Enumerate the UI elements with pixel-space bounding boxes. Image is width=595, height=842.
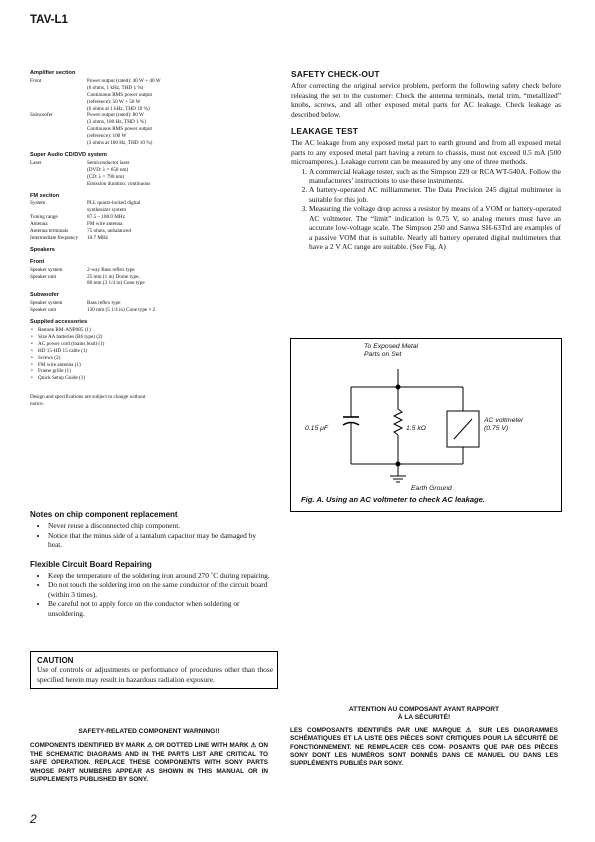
earth-ground-label: Earth Ground xyxy=(411,485,452,492)
spec-row xyxy=(30,200,260,214)
spec-values xyxy=(87,200,260,214)
resistor-value: 1.5 kΩ xyxy=(406,425,426,432)
front-rows xyxy=(30,267,260,288)
leakage-text: The AC leakage from any exposed metal part to earth ground and from all exposed metal parts to any exposed metal part having a return to chassis, must not exceed 0.5 mA (500 microamperes.). Leakage current can be measured by any one of three methods. xyxy=(291,138,561,167)
fm-section-title: FM section xyxy=(30,192,60,199)
caution-text: Use of controls or adjustments or performance of procedures other than those specified herein may result in hazardous radiation exposure. xyxy=(37,665,273,684)
spec-value-line: PLL quartz-locked digital xyxy=(87,200,141,207)
list-item: • AC power cord (mains lead) (1) xyxy=(38,341,260,348)
fm-rows xyxy=(30,200,260,241)
spec-value-line: Bass reflex type xyxy=(87,300,121,307)
spec-row xyxy=(30,235,260,242)
spec-value-line: Power output (rated): 40 W + 40 W xyxy=(87,77,161,84)
list-item: • Remote RM-ANP085 (1) xyxy=(38,327,260,334)
sacd-section-title: Super Audio CD/DVD system xyxy=(30,151,107,158)
subwoofer-rows xyxy=(30,300,260,314)
front-title: Front xyxy=(30,258,45,265)
list-item: 2. A battery-operated AC milliammeter. The Data Precision 245 digital multimeter is suitable for this job. xyxy=(309,185,561,204)
spec-value-line: 130 mm (5 1/4 in) Cone type × 2 xyxy=(87,307,156,314)
safety-text: After correcting the original service problem, perform the following safety check before releasing the set to the customer: Check the antenna terminals, metal trim, “metallized” knobs, screws, and all other exposed metal parts for AC leakage. Check leakage as described below. xyxy=(291,81,561,119)
warning-french xyxy=(290,706,558,769)
spec-value-line: 10.7 MHz xyxy=(87,234,109,241)
spec-row xyxy=(30,274,260,288)
spec-label: Laser xyxy=(30,159,42,166)
leakage-methods xyxy=(291,167,561,252)
warning-fr-title-1: ATTENTION AU COMPOSANT AYANT RAPPORT xyxy=(348,706,500,713)
spec-value-line: Power output (rated): 80 W xyxy=(87,112,144,119)
spec-values xyxy=(87,214,260,221)
spec-row xyxy=(30,267,260,274)
list-item: 3. Measuring the voltage drop across a resistor by means of a VOM or battery-operated AC voltmeter. The “limit” indication is 0.75 V, so analog meters must have an accurate low-voltage scale. The Simpson 250 and Sanwa SH-63Trd are examples of a passive VOM that is suitable. Nearly all battery operated digital multimeters that have a 2 V AC range are suitable. (See Fig. A) xyxy=(309,204,561,251)
list-item: • Notice that the minus side of a tantalum capacitor may be damaged by heat. xyxy=(48,531,270,550)
warning-en-text: COMPONENTS IDENTIFIED BY MARK ⚠ OR DOTTED LINE WITH MARK ⚠ ON THE SCHEMATIC DIAGRAMS AND IN THE PARTS LIST ARE CRITICAL TO SAFE OPERATION. REPLACE THESE COMPONENTS WITH SONY PARTS WHOSE PART NUMBERS APPEAR AS SHOWN IN THIS MANUAL OR IN SUPPLEMENTS PUBLISHED BY SONY. xyxy=(30,742,268,784)
speakers-title: Speakers xyxy=(30,246,55,253)
accessories-title: Supplied accessories xyxy=(30,319,88,326)
spec-values xyxy=(87,307,260,314)
warning-fr-text: LES COMPOSANTS IDENTIFIÉS PAR UNE MARQUE ⚠ SUR LES DIAGRAMMES SCHÉMATIQUES ET LA LISTE DES PIÈCES SONT CRITIQUES POUR LA SÉCURITÉ DE FONCTIONNEMENT. NE REMPLACER CES COM- POSANTS QUE PAR DES PIÈCES SONY DONT LES NUMÉROS SONT DONNÉS DANS CE MANUEL OU DANS LES SUPPLÉMENTS PUBLIÉS PAR SONY. xyxy=(290,726,558,768)
spec-value-line: Continuous RMS power output xyxy=(87,91,152,98)
spec-row xyxy=(30,221,260,228)
spec-label: Speaker system xyxy=(30,266,63,273)
spec-value-line: (3 ohms at 100 Hz, THD 10 %) xyxy=(87,140,153,147)
spec-row xyxy=(30,214,260,221)
sacd-rows xyxy=(30,160,260,188)
spec-values xyxy=(87,112,260,147)
list-item: • Quick Setup Guide (1) xyxy=(38,375,260,382)
safety-title: SAFETY CHECK-OUT xyxy=(291,69,380,79)
spec-label: Speaker unit xyxy=(30,273,57,280)
resistor-zigzag xyxy=(394,409,402,435)
list-item: • Size AA batteries (R6 type) (2) xyxy=(38,334,260,341)
spec-label: Antenna terminals xyxy=(30,228,69,235)
spec-value-line: 75 ohms, unbalanced xyxy=(87,228,131,235)
accessories-list xyxy=(30,327,260,382)
spec-values xyxy=(87,221,260,228)
flex-title: Flexible Circuit Board Repairing xyxy=(30,559,152,569)
spec-row xyxy=(30,228,260,235)
capacitor-value: 0.15 μF xyxy=(305,425,328,432)
spec-label: Front xyxy=(30,77,42,84)
list-item: • HD 15-HD 15 cable (1) xyxy=(38,348,260,355)
spec-label: System xyxy=(30,200,46,207)
spec-value-line: synthesizer system xyxy=(87,207,127,214)
voltmeter-needle xyxy=(454,419,472,439)
warning-fr-title-2: À LA SÉCURITÉ! xyxy=(397,714,451,722)
spec-value-line: 2-way Bass reflex type xyxy=(87,266,135,273)
spec-row xyxy=(30,78,260,113)
list-item: • Never reuse a disconnected chip component. xyxy=(48,521,270,530)
specifications xyxy=(30,70,260,408)
page-number: 2 xyxy=(30,812,37,826)
list-item: • Screws (2) xyxy=(38,355,260,362)
warning-english xyxy=(30,728,268,784)
spec-row xyxy=(30,112,260,147)
list-item: • Keep the temperature of the soldering iron around 270 ˚C during repairing. xyxy=(48,571,270,580)
spec-value-line: (reference): 100 W xyxy=(87,133,127,140)
list-item: • Be careful not to apply force on the conductor when soldering or unsoldering. xyxy=(48,599,270,618)
spec-value-line: (CD: λ = 790 nm) xyxy=(87,173,125,180)
model-name: TAV-L1 xyxy=(30,14,68,26)
safety-checkout xyxy=(291,70,561,251)
spec-values xyxy=(87,235,260,242)
chip-list xyxy=(30,521,270,549)
amp-section-title: Amplifier section xyxy=(30,70,76,76)
spec-value-line: (DVD: λ = 650 nm) xyxy=(87,166,129,173)
spec-label: Tuning range xyxy=(30,214,58,221)
leakage-title: LEAKAGE TEST xyxy=(291,126,359,137)
spec-values xyxy=(87,78,260,113)
spec-value-line: Semiconductor laser xyxy=(87,159,130,166)
chip-title: Notes on chip component replacement xyxy=(30,510,178,519)
subwoofer-title: Subwoofer xyxy=(30,292,59,299)
spec-values xyxy=(87,160,260,188)
caution-box xyxy=(30,651,278,689)
spec-label: Antenna xyxy=(30,221,48,228)
spec-values xyxy=(87,228,260,235)
repair-notes xyxy=(30,510,270,628)
list-item: • Frame grille (1) xyxy=(38,368,260,375)
spec-values xyxy=(87,274,260,288)
spec-values xyxy=(87,267,260,274)
spec-value-line: (6 ohms at 1 kHz, THD 10 %) xyxy=(87,105,150,112)
voltmeter-label: AC voltmeter (0.75 V) xyxy=(484,417,524,432)
list-item: 1. A commercial leakage tester, such as the Simpson 229 or RCA WT-540A. Follow the manufacturers’ instructions to use these instruments. xyxy=(309,167,561,186)
caution-title: CAUTION xyxy=(37,656,74,665)
exposed-metal-label: To Exposed Metal Parts on Set xyxy=(364,343,419,358)
spec-value-line: (3 ohms, 100 Hz, THD 1 %) xyxy=(87,119,146,126)
spec-value-line: Continuous RMS power output xyxy=(87,126,152,133)
figure-caption: Fig. A. Using an AC voltmeter to check AC leakage. xyxy=(301,495,485,504)
spec-note: Design and specifications are subject to change without notice. xyxy=(30,394,146,408)
warning-en-title: SAFETY-RELATED COMPONENT WARNING!! xyxy=(78,728,220,735)
spec-value-line: 25 mm (1 in) Dome type, xyxy=(87,273,140,280)
spec-label: Speaker unit xyxy=(30,307,57,314)
spec-value-line: 87.5 – 108.0 MHz xyxy=(87,214,125,221)
spec-value-line: (6 ohms, 1 kHz, THD 1 %) xyxy=(87,84,144,91)
spec-label: Intermediate frequency xyxy=(30,234,79,241)
spec-label: Subwoofer xyxy=(30,112,53,119)
spec-row xyxy=(30,307,260,314)
list-item: • Do not touch the soldering iron on the same conductor of the circuit board (within 3 times). xyxy=(48,580,270,599)
spec-row xyxy=(30,160,260,188)
figure-a xyxy=(290,338,562,512)
spec-value-line: (reference): 50 W + 50 W xyxy=(87,98,141,105)
spec-value-line: Emission duration: continuous xyxy=(87,180,151,187)
spec-value-line: 80 mm (3 1/4 in) Cone type xyxy=(87,280,145,287)
list-item: • FM wire antenna (1) xyxy=(38,362,260,369)
amp-rows xyxy=(30,78,260,147)
spec-label: Speaker system xyxy=(30,300,63,307)
flex-list xyxy=(30,571,270,618)
spec-value-line: FM wire antenna xyxy=(87,221,123,228)
